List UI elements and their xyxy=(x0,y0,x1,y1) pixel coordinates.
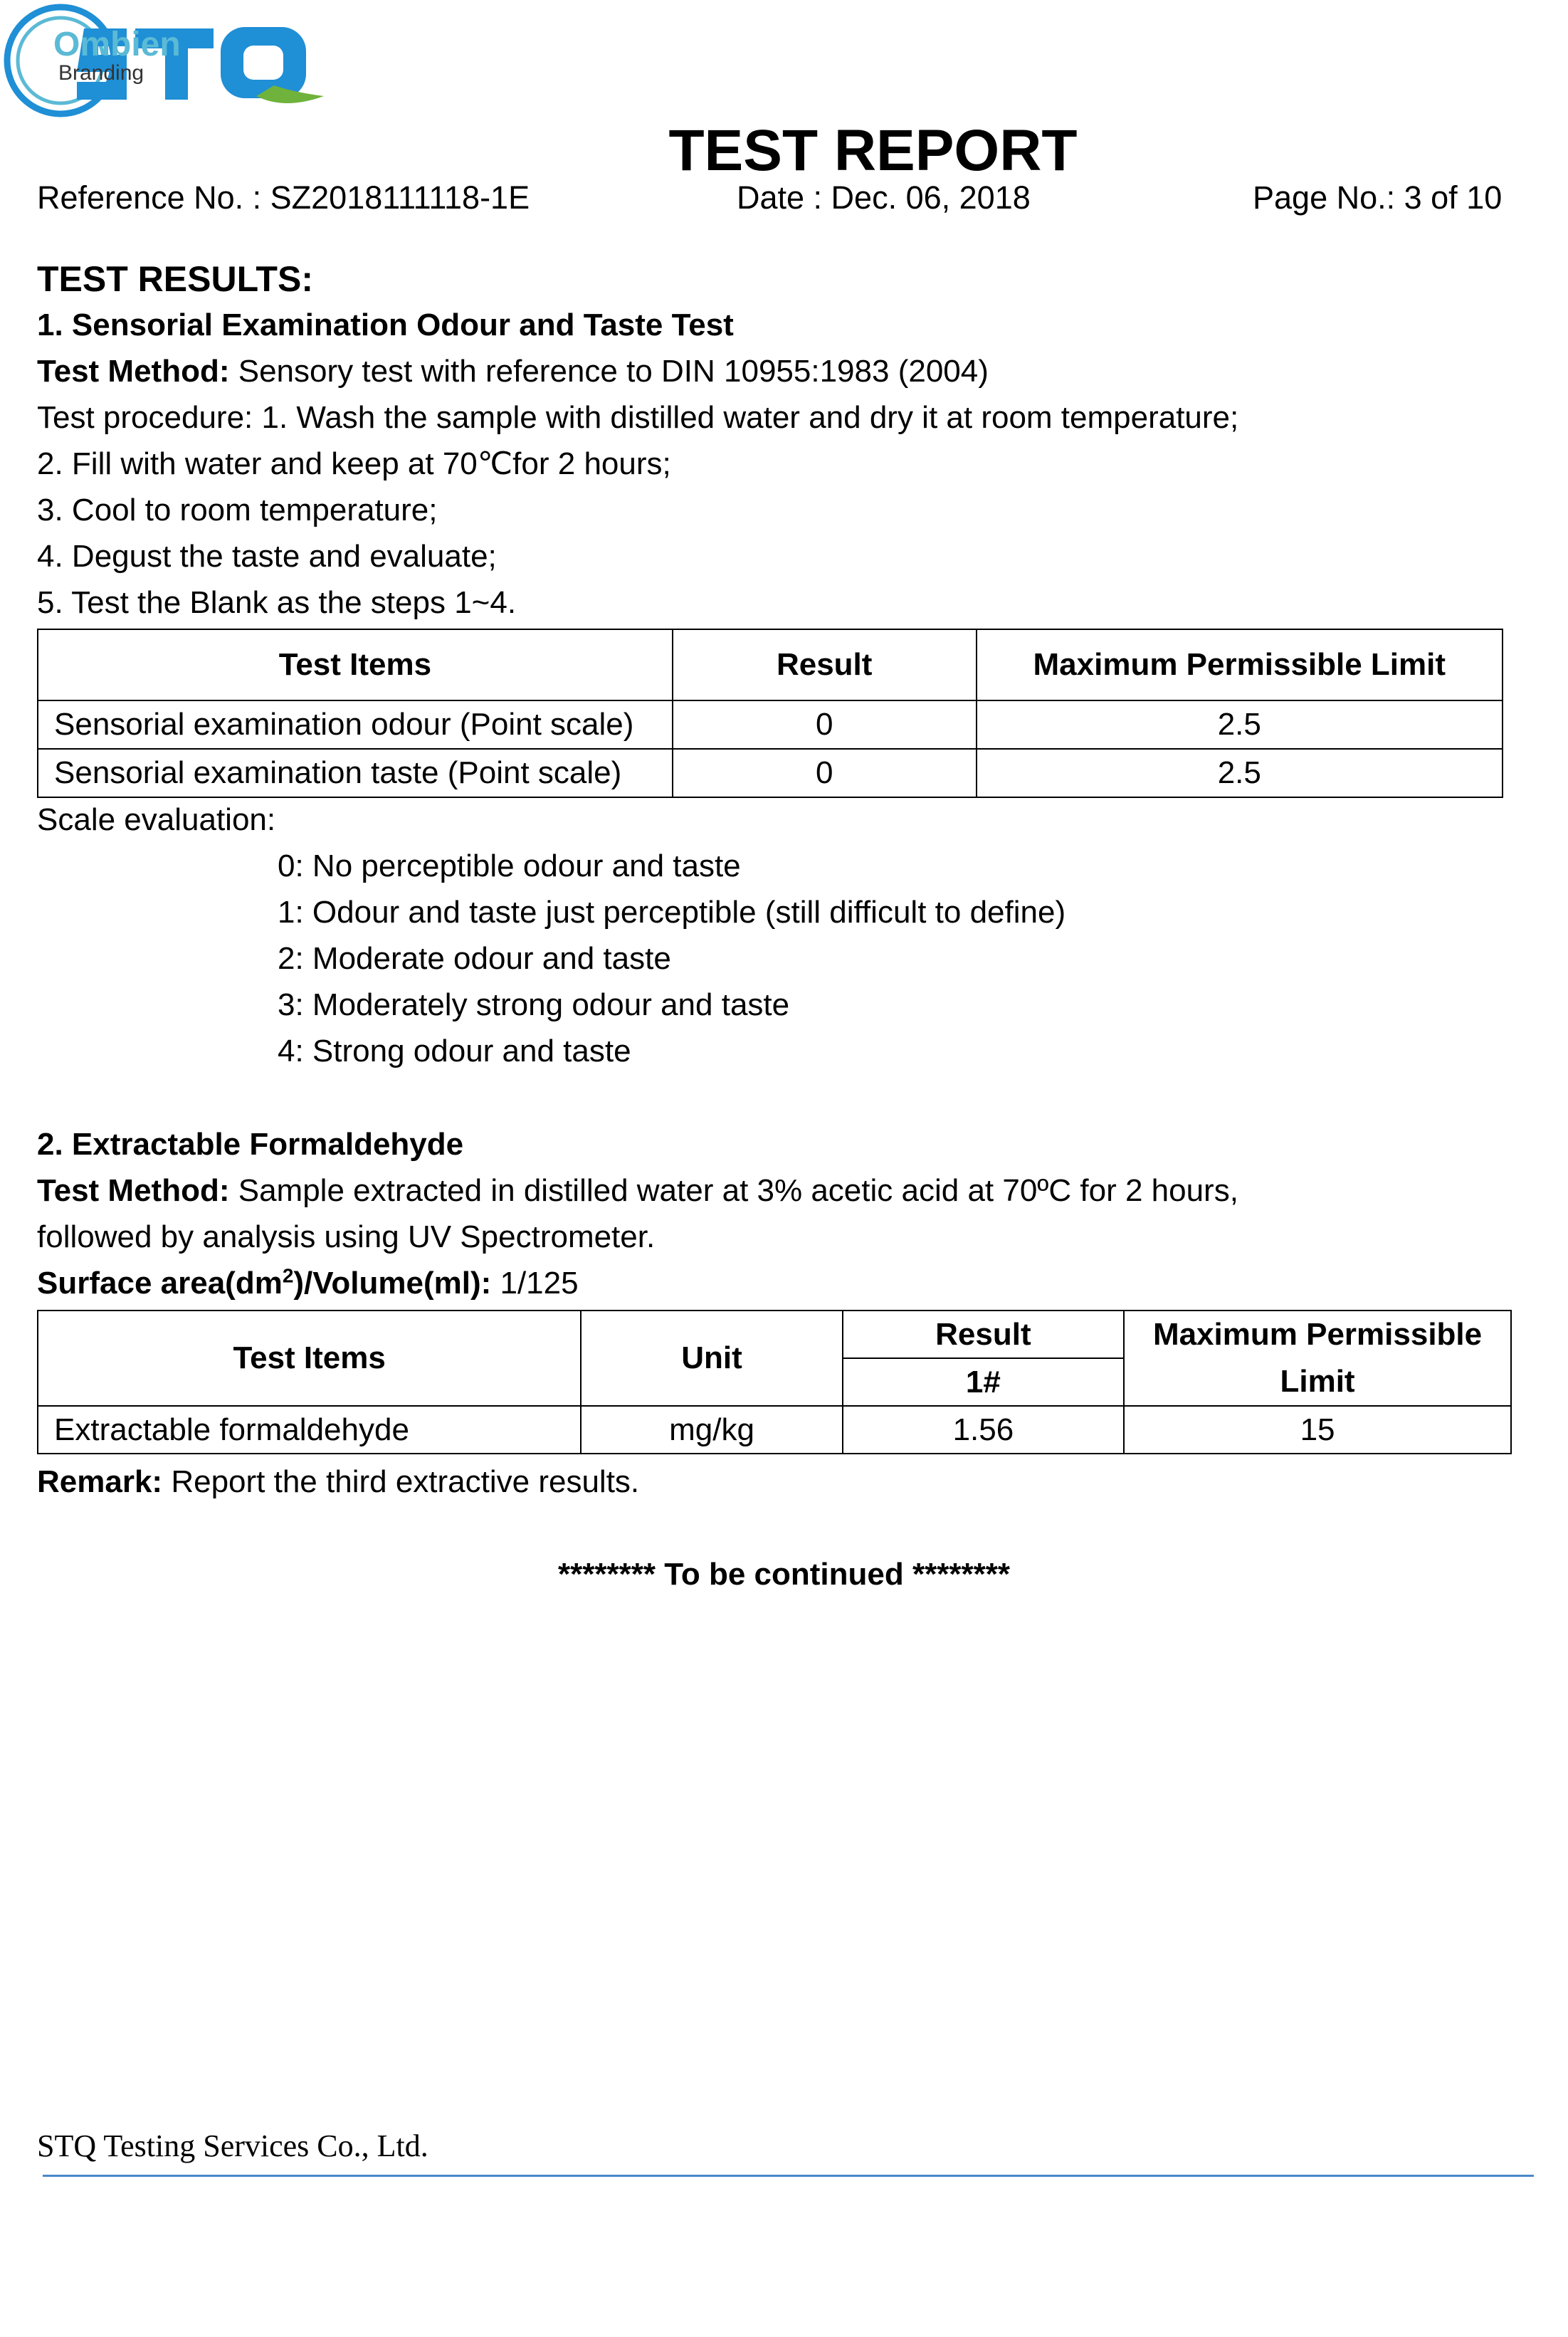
cell-result: 0 xyxy=(673,700,977,749)
cell-limit: 2.5 xyxy=(977,749,1503,797)
footer-divider xyxy=(43,2175,1534,2177)
test1-method xyxy=(37,350,989,393)
cell-limit: 15 xyxy=(1124,1406,1511,1454)
table-row xyxy=(38,1406,1511,1454)
header-limit-line2: Limit xyxy=(1280,1364,1355,1399)
table-row xyxy=(38,700,1503,749)
header-result: Result xyxy=(673,629,977,700)
table-header-row xyxy=(38,1311,1511,1358)
procedure-step: 4. Degust the taste and evaluate; xyxy=(37,539,497,574)
remark xyxy=(37,1461,639,1503)
cell-item: Sensorial examination odour (Point scale) xyxy=(38,700,673,749)
cell-result: 0 xyxy=(673,749,977,797)
surface-volume xyxy=(37,1262,579,1305)
logo-overlay-text-1: Ombien xyxy=(53,26,181,63)
header-unit: Unit xyxy=(581,1311,842,1406)
cell-result: 1.56 xyxy=(843,1406,1124,1454)
sensorial-table xyxy=(37,629,1503,798)
cell-item: Extractable formaldehyde xyxy=(38,1406,581,1454)
logo-overlay-text-2: Branding xyxy=(58,61,144,85)
method-text: Sensory test with reference to DIN 10955:1983 (2004) xyxy=(229,354,989,389)
method-label: Test Method: xyxy=(37,1173,230,1208)
test2-heading: 2. Extractable Formaldehyde xyxy=(37,1127,464,1162)
scale-label: Scale evaluation: xyxy=(37,802,276,837)
scale-item: 0: No perceptible odour and taste xyxy=(278,849,741,883)
continued-note: ******** To be continued ******** xyxy=(558,1557,1010,1592)
remark-label: Remark: xyxy=(37,1464,163,1499)
formaldehyde-table xyxy=(37,1310,1512,1454)
test1-heading: 1. Sensorial Examination Odour and Taste Test xyxy=(37,308,734,342)
section-title: TEST RESULTS: xyxy=(37,259,313,299)
surface-value: 1/125 xyxy=(491,1266,579,1301)
header-test-items: Test Items xyxy=(38,629,673,700)
cell-item: Sensorial examination taste (Point scale) xyxy=(38,749,673,797)
scale-item: 2: Moderate odour and taste xyxy=(278,941,671,976)
cell-unit: mg/kg xyxy=(581,1406,842,1454)
table-header-row xyxy=(38,629,1503,700)
method-text: Sample extracted in distilled water at 3% acetic acid at 70ºC for 2 hours, xyxy=(229,1173,1238,1208)
report-date: Date : Dec. 06, 2018 xyxy=(737,179,1031,216)
cell-limit: 2.5 xyxy=(977,700,1503,749)
scale-item: 1: Odour and taste just perceptible (still difficult to define) xyxy=(278,895,1066,930)
procedure-step: 2. Fill with water and keep at 70℃for 2 hours; xyxy=(37,446,671,481)
surface-label-b: )/Volume(ml): xyxy=(293,1266,492,1301)
footer-company: STQ Testing Services Co., Ltd. xyxy=(37,2128,428,2163)
report-title: TEST REPORT xyxy=(668,118,1078,183)
reference-number: Reference No. : SZ2018111118-1E xyxy=(37,179,530,216)
remark-text: Report the third extractive results. xyxy=(162,1464,640,1499)
header-result-sample: 1# xyxy=(843,1358,1124,1406)
method-label: Test Method: xyxy=(37,354,230,389)
header-test-items: Test Items xyxy=(38,1311,581,1406)
procedure-step: 3. Cool to room temperature; xyxy=(37,493,438,527)
header-result: Result xyxy=(843,1311,1124,1358)
table-row xyxy=(38,749,1503,797)
header-limit-line1: Maximum Permissible xyxy=(1152,1317,1483,1352)
procedure-step: Test procedure: 1. Wash the sample with distilled water and dry it at room temperature; xyxy=(37,400,1239,435)
company-logo xyxy=(0,0,384,121)
header-limit xyxy=(1124,1311,1511,1406)
surface-sup: 2 xyxy=(282,1264,294,1287)
scale-item: 4: Strong odour and taste xyxy=(278,1034,631,1068)
scale-item: 3: Moderately strong odour and taste xyxy=(278,987,790,1022)
procedure-step: 5. Test the Blank as the steps 1~4. xyxy=(37,585,517,620)
surface-label-a: Surface area(dm xyxy=(37,1266,283,1301)
page-number: Page No.: 3 of 10 xyxy=(1253,179,1503,216)
test2-method-cont: followed by analysis using UV Spectrometer. xyxy=(37,1219,656,1254)
test2-method xyxy=(37,1170,1238,1212)
header-limit: Maximum Permissible Limit xyxy=(977,629,1503,700)
